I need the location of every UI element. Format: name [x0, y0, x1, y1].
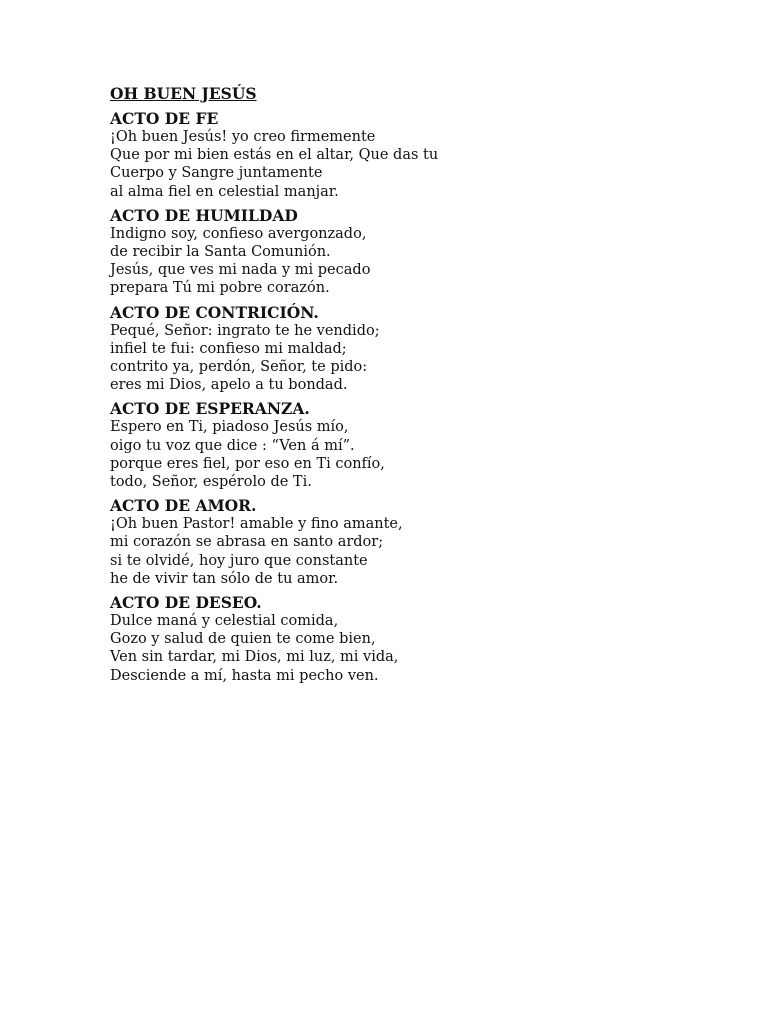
verse-line: Pequé, Señor: ingrato te he vendido; [110, 322, 380, 339]
verse-line: Espero en Ti, piadoso Jesús mío, [110, 419, 349, 436]
section-heading: ACTO DE FE [110, 109, 219, 128]
verse-line: al alma fiel en celestial manjar. [110, 183, 339, 200]
section-heading: ACTO DE ESPERANZA. [110, 399, 310, 419]
document-title: OH BUEN JESÚS [110, 84, 257, 103]
verse-line: Jesús, que ves mi nada y mi pecado [110, 262, 371, 279]
verse-line: infiel te fui: confieso mi maldad; [110, 340, 347, 357]
section-acto-de-contricion [110, 304, 670, 395]
section-heading: ACTO DE CONTRICIÓN. [110, 302, 319, 322]
verse-line: eres mi Dios, apelo a tu bondad. [110, 377, 348, 394]
section-acto-de-humildad [110, 207, 670, 298]
verse-line: mi corazón se abrasa en santo ardor; [110, 534, 384, 551]
section-acto-de-fe [110, 110, 670, 201]
verse-line: ¡Oh buen Jesús! yo creo firmemente [110, 129, 376, 145]
verse-line: todo, Señor, espérolo de Ti. [110, 474, 312, 491]
verse-line: Ven sin tardar, mi Dios, mi luz, mi vida, [110, 649, 399, 666]
verse-line: Cuerpo y Sangre juntamente [110, 165, 323, 182]
section-heading: ACTO DE HUMILDAD [110, 205, 298, 225]
verse-line: Indigno soy, confieso avergonzado, [110, 225, 367, 242]
section-acto-de-esperanza [110, 400, 670, 491]
verse-line: he de vivir tan sólo de tu amor. [110, 570, 339, 587]
section-heading: ACTO DE AMOR. [110, 496, 257, 516]
verse-line: Que por mi bien estás en el altar, Que das tu [110, 147, 439, 164]
verse-line: de recibir la Santa Comunión. [110, 244, 331, 261]
verse-line: Gozo y salud de quien te come bien, [110, 631, 376, 648]
verse-line: prepara Tú mi pobre corazón. [110, 280, 330, 297]
section-acto-de-amor [110, 497, 670, 588]
verse-line: oigo tu voz que dice : “Ven á mí”. [110, 437, 355, 454]
verse-line: contrito ya, perdón, Señor, te pido: [110, 359, 368, 376]
verse-line: Desciende a mí, hasta mi pecho ven. [110, 667, 379, 684]
section-acto-de-deseo [110, 594, 670, 685]
verse-line: Dulce maná y celestial comida, [110, 613, 339, 630]
verse-line: porque eres fiel, por eso en Ti confío, [110, 455, 385, 472]
verse-line: si te olvidé, hoy juro que constante [110, 552, 368, 569]
section-heading: ACTO DE DESEO. [110, 593, 262, 613]
document-page [110, 84, 670, 691]
verse-line: ¡Oh buen Pastor! amable y fino amante, [110, 516, 403, 533]
